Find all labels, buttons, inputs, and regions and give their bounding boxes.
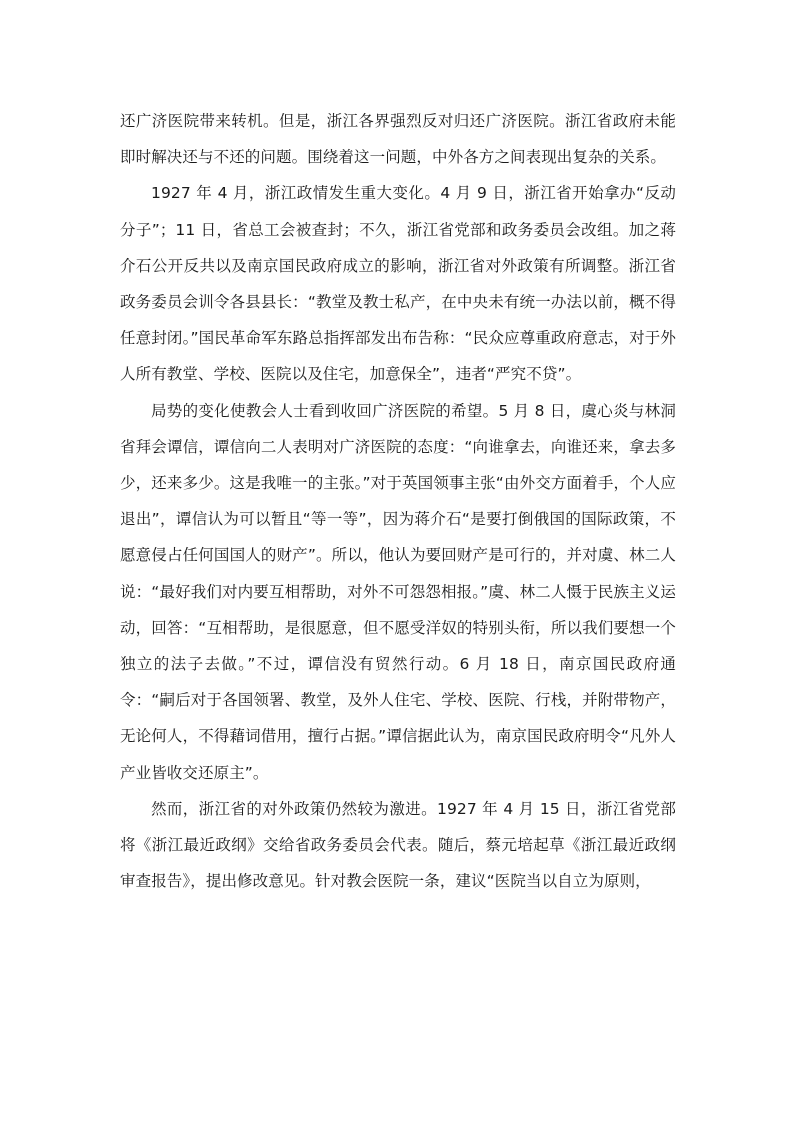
paragraph-1: 还广济医院带来转机。但是，浙江各界强烈反对归还广济医院。浙江省政府未能即时解决还与不还的问题。围绕着这一问题，中外各方之间表现出复杂的关系。 <box>120 112 676 167</box>
paragraph-3: 局势的变化使教会人士看到收回广济医院的希望。5 月 8 日，虞心炎与林洞省拜会谭信，谭信向二人表明对广济医院的态度：“向谁拿去，向谁还来，拿去多少，还来多少。这是我唯一的主张。”对于英国领事主张“由外交方面着手，个人应退出”，谭信认为可以暂且“等一等”，因为蒋介石“是要打倒俄国的国际政策，不愿意侵占任何国国人的财产”。所以，他认为要回财产是可行的，并对虞、林二人说：“最好我们对内要互相帮助，对外不可怨怨相报。”虞、林二人慑于民族主义运动，回答：“互相帮助，是很愿意，但不愿受洋奴的特别头衔，所以我们要想一个独立的法子去做。”不过，谭信没有贸然行动。6 月 18 日，南京国民政府通令：“嗣后对于各国领署、教堂，及外人住宅、学校、医院、行栈，并附带物产，无论何人，不得藉词借用，擅行占据。”谭信据此认为，南京国民政府明令“凡外人产业皆收交还原主”。 <box>120 401 676 782</box>
paragraph-4: 然而，浙江省的对外政策仍然较为激进。1927 年 4 月 15 日，浙江省党部将《浙江最近政纲》交给省政务委员会代表。随后，蔡元培起草《浙江最近政纲审查报告》，提出修改意见。针对教会医院一条，建议“医院当以自立为原则， <box>120 799 676 891</box>
paragraph-2: 1927 年 4 月，浙江政情发生重大变化。4 月 9 日，浙江省开始拿办“反动分子”；11 日，省总工会被查封；不久，浙江省党部和政务委员会改组。加之蒋介石公开反共以及南京国民政府成立的影响，浙江省对外政策有所调整。浙江省政务委员会训令各县县长：“教堂及教士私产，在中央未有统一办法以前，概不得任意封闭。”国民革命军东路总指挥部发出布告称：“民众应尊重政府意志，对于外人所有教堂、学校、医院以及住宅，加意保全”，违者“严究不贷”。 <box>120 184 676 384</box>
body-text <box>120 103 676 899</box>
